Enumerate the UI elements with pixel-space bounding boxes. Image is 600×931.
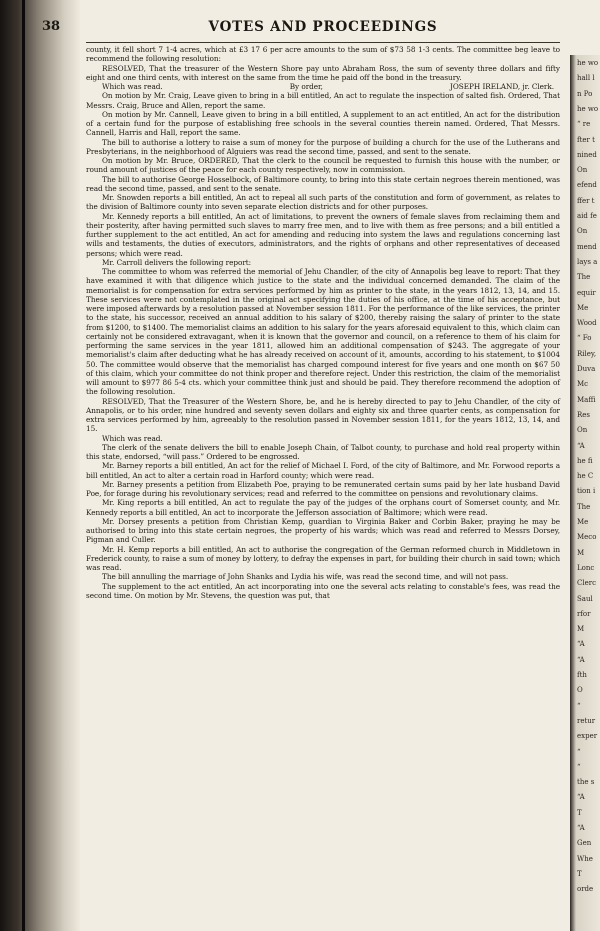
paragraph: Mr. Barney reports a bill entitled, An act for the relief of Michael I. Ford, of the city of Baltimore, and Mr. Forwood reports a bill entitled, An act to alter a certain road in Harford county; which were read. bbox=[86, 461, 560, 480]
paragraph: Mr. Kennedy reports a bill entitled, An act of limitations, to prevent the owners of female slaves from reclaiming them and their posterity, after having permitted such slaves to marry free men, and to live with them as free persons; and a bill entitled a further supplement to the act entitled, An act for amending and reducing into system the laws and regulations concerning last wills and testaments, the duties of executors, administrators, and the rights of orphans and other representatives of deceased persons; which were read. bbox=[86, 211, 560, 258]
paragraph: On motion by Mr. Cannell, Leave given to bring in a bill entitled, A supplement to an act entitled, An act for the distribution of a certain fund for the purpose of establishing free schools in the several counties therein named. Ordered, That Messrs. Cannell, Harris and Hall, report the same. bbox=[86, 109, 560, 138]
paragraph: Mr. King reports a bill entitled, An act to regulate the pay of the judges of the orphans court of Somerset county, and Mr. Kennedy reports a bill entitled, An act to incorporate the Jefferson association of Baltimore; which were read. bbox=[86, 498, 560, 517]
paragraph: The bill to authorise George Hosselbock, of Baltimore county, to bring into this state certain negroes therein mentioned, was read the second time, passed, and sent to the senate. bbox=[86, 174, 560, 193]
paragraph: RESOLVED, That the Treasurer of the Western Shore, be, and he is hereby directed to pay to Jehu Chandler, of the city of Annapolis, or to his order, nine hundred and seventy seven dollars and eighty six and three quarter cents, as compensation for extra services performed by him, agreeably to the resolution passed in November session 1811, for the years 1812, 13, 14, and 15. bbox=[86, 396, 560, 434]
facing-page-fragment: he fi bbox=[577, 456, 593, 465]
facing-page-fragment: n Po bbox=[577, 89, 593, 98]
order-read: Which was read. bbox=[102, 82, 163, 91]
facing-page-fragment: he C bbox=[577, 472, 594, 481]
paragraph: Mr. Carroll delivers the following report: bbox=[102, 257, 252, 267]
page-header bbox=[42, 19, 560, 43]
facing-page-fragment: fth bbox=[577, 671, 587, 679]
facing-page-fragment: hall l bbox=[577, 74, 595, 83]
facing-page-fragment: Gen bbox=[577, 839, 592, 848]
facing-page-fragment: equir bbox=[577, 288, 596, 297]
paragraph: The committee to whom was referred the memorial of Jehu Chandler, of the city of Annapolis beg leave to report: That they have examined it with that diligence which justice to the state and the individual concerned demanded. The claim of the memorialist is for compensation for extra services performed by him as printer to the state, in the years 1812, 13, 14, and 15. These services were not contemplated in the original act specifying the duties of his office, at the time of his acceptance, but were imposed afterwards by a resolution passed at November session 1811. For the performance of the like services, the printer to the state, his successor, received an annual addition to his salary of $200, thereby raising the salary of printer to the state from $1200, to $1400. The memorialist claims an addition to his salary for the years aforesaid equivalent to this, which claim can certainly not be considered extravagant, when it is known that the governor and council, on a reference to them of his claim for performing the same services in the year 1811, allowed him an additional compensation of $243. The aggregate of your memorialist's claim after deducting what he has already received on account of it, amounts, according to his statement, to $1004 50. The committee would observe that the memorialist has charged compound interest for five years and one month on $67 50 of this claim, which your committee do not think proper and therefore reject. Under this restriction, the claim of the memorialist will amount to $977 86 5-4 cts. which your committee think just and should be paid. They therefore recommend the adoption of the following resolution. bbox=[86, 267, 561, 397]
facing-page-fragment: efend bbox=[577, 181, 597, 190]
paragraph: county, it fell short 7 1-4 acres, which at £3 17 6 per acre amounts to the sum of $73 58 1-3 cents. The committee beg leave to recommend the following resolution: bbox=[86, 45, 560, 64]
facing-page-fragment: “ re bbox=[577, 120, 591, 129]
facing-page-fragment: he wo bbox=[577, 59, 599, 67]
paragraph: Mr. Snowden reports a bill entitled, An act to repeal all such parts of the constitution and form of government, as relates to the division of Baltimore county into seven separate election districts and for other purposes. bbox=[86, 193, 560, 212]
facing-page-fragment: he wo bbox=[577, 104, 599, 113]
facing-page-fragment: Me bbox=[577, 303, 589, 312]
facing-page-fragment: M bbox=[577, 548, 585, 557]
facing-page-fragment: aid fe bbox=[577, 212, 597, 220]
facing-page-edge bbox=[570, 55, 600, 931]
paragraph: On motion by Mr. Craig, Leave given to bring in a bill entitled, An act to regulate the inspection of salted fish. Ordered, That Messrs. Craig, Bruce and Allen, report the same. bbox=[86, 91, 560, 110]
facing-page-fragment: “ bbox=[577, 747, 581, 756]
facing-page-fragment: ffer t bbox=[577, 196, 595, 205]
paragraph: The bill annulling the marriage of John Shanks and Lydia his wife, was read the second time, and will not pass. bbox=[102, 572, 509, 582]
text-column bbox=[42, 19, 561, 927]
facing-page-fragment: “A bbox=[577, 640, 585, 649]
facing-page-fragment: lays a bbox=[577, 257, 598, 266]
facing-page-fragment: M bbox=[577, 625, 585, 634]
facing-page-fragment: “ Fo bbox=[577, 334, 592, 343]
running-title: VOTES AND PROCEEDINGS bbox=[208, 19, 438, 35]
paragraph: The supplement to the act entitled, An act incorporating into one the several acts relating to constable's fees, was read the second time. On motion by Mr. Stevens, the question was put, that bbox=[86, 581, 560, 600]
facing-page-fragment: O bbox=[577, 686, 583, 695]
facing-page-fragment: retur bbox=[577, 716, 596, 725]
facing-page-fragment: Duva bbox=[577, 365, 596, 373]
facing-page-fragment: Meco bbox=[577, 533, 597, 542]
paragraph: The bill to authorise a lottery to raise a sum of money for the purpose of building a church for the use of the Lutherans and Presbyterians, in the neighborhood of Alguiers was read the second time, passed, and sent to the senate. bbox=[86, 137, 560, 156]
order-signature-line bbox=[86, 82, 560, 91]
facing-page-fragment: T bbox=[577, 808, 582, 817]
proceedings-body bbox=[86, 91, 560, 600]
binding-shadow bbox=[22, 0, 25, 931]
facing-page-fragment: rfor bbox=[577, 609, 591, 618]
paragraph: Mr. Barney presents a petition from Elizabeth Poe, praying to be remunerated certain sums paid by her late husband David Poe, for forage during his revolutionary services; read and referred to the committee on pensions and revolutionary claims. bbox=[86, 479, 560, 498]
facing-page-fragment: mend bbox=[577, 242, 597, 251]
facing-page-fragment: exper bbox=[577, 732, 598, 741]
facing-page-fragment: “A bbox=[577, 441, 585, 450]
facing-page-fragment: “A bbox=[577, 824, 585, 832]
facing-page-fragment: “ bbox=[577, 762, 581, 771]
facing-page-fragment: nined bbox=[577, 150, 597, 159]
paragraph: RESOLVED, That the treasurer of the Western Shore pay unto Abraham Ross, the sum of seventy three dollars and fifty eight and one third cents, with interest on the same from the time he paid off the bond in the treasury. bbox=[86, 63, 560, 82]
paragraph: The clerk of the senate delivers the bill to enable Joseph Chain, of Talbot county, to purchase and hold real property within this state, endorsed, “will pass.” Ordered to be engrossed. bbox=[86, 442, 560, 461]
facing-page-fragment: “A bbox=[577, 793, 585, 802]
paragraph: Mr. H. Kemp reports a bill entitled, An act to authorise the congregation of the German reformed church in Middletown in Frederick county, to raise a sum of money by lottery, to defray the expenses in part, for building their church in said town; which was read. bbox=[86, 544, 560, 572]
facing-page-fragment: Maffi bbox=[577, 395, 596, 404]
facing-page-fragment: tion i bbox=[577, 487, 596, 496]
page-number: 38 bbox=[42, 19, 60, 34]
facing-page-fragment: orde bbox=[577, 885, 594, 894]
facing-page-fragment: On bbox=[577, 426, 588, 435]
facing-page-fragment: T bbox=[577, 869, 582, 878]
facing-page-fragment: Clerc bbox=[577, 579, 597, 588]
facing-page-fragment: The bbox=[577, 273, 591, 282]
facing-page-fragment: Res bbox=[577, 410, 591, 419]
facing-page-fragment: “A bbox=[577, 655, 585, 664]
paragraph: Which was read. bbox=[102, 433, 163, 443]
facing-page-fragment: Mc bbox=[577, 380, 589, 389]
order-by: By order, bbox=[289, 82, 323, 91]
facing-page-fragment: “ bbox=[577, 701, 581, 710]
paragraph: Mr. Dorsey presents a petition from Christian Kemp, guardian to Virginia Baker and Corbin Baker, praying he may be authorised to bring into this state certain negroes, the property of his wards; which was read and referred to Messrs Dorsey, Pigman and Culler. bbox=[86, 516, 560, 545]
facing-page-fragment: Me bbox=[577, 518, 589, 526]
facing-page-fragment: Wood bbox=[577, 319, 597, 328]
facing-page-fragment: Whe bbox=[577, 854, 593, 863]
facing-page-fragment: Riley, bbox=[577, 349, 597, 358]
facing-page-fragment: Lonc bbox=[577, 563, 595, 572]
paragraph: On motion by Mr. Bruce, ORDERED, That the clerk to the council be requested to furnish this house with the number, or round amount of justices of the peace for each county respectively, now in commission. bbox=[86, 156, 560, 175]
facing-page-fragment: The bbox=[577, 502, 591, 511]
facing-page-fragment: Saul bbox=[577, 594, 593, 603]
facing-page-fragment: the s bbox=[577, 778, 595, 787]
clerk-signature: JOSEPH IRELAND, jr. Clerk. bbox=[449, 82, 554, 91]
facing-page-fragment: On bbox=[577, 166, 588, 175]
facing-page-fragment: fter t bbox=[577, 135, 595, 144]
book-gutter bbox=[0, 0, 80, 931]
facing-page-fragment: On bbox=[577, 227, 588, 236]
